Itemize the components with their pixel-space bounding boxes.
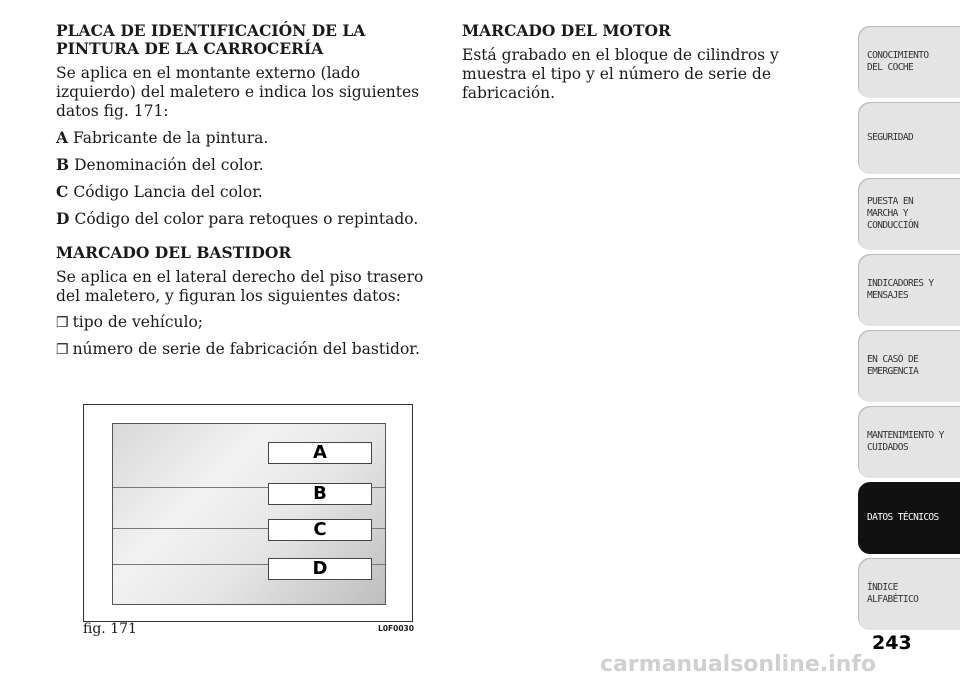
figure-code: L0F0030 (378, 624, 414, 633)
tab-mantenimiento-y-cuidados[interactable] (858, 406, 960, 478)
figure-caption: fig. 171 (83, 621, 137, 637)
item-label: B (56, 155, 70, 174)
heading-engine-marking: MARCADO DEL MOTOR (462, 21, 671, 40)
tab-en-caso-de-emergencia[interactable] (858, 330, 960, 402)
bullet-text: número de serie de fabricación del bastidor. (72, 340, 420, 358)
bullet-text: tipo de vehículo; (72, 313, 203, 331)
item-text: Código del color para retoques o repintado. (74, 210, 419, 228)
tab-label: EN CASO DE EMERGENCIA (867, 354, 919, 377)
heading-chassis-marking: MARCADO DEL BASTIDOR (56, 243, 292, 262)
figure-171 (83, 404, 413, 622)
list-item-b (56, 155, 436, 175)
item-label: A (56, 128, 69, 147)
plate-box-b: B (268, 483, 372, 505)
tab-indicadores-y-mensajes[interactable] (858, 254, 960, 326)
tab-puesta-en-marcha[interactable] (858, 178, 960, 250)
plate-box-a: A (268, 442, 372, 464)
watermark: carmanualsonline.info (600, 652, 876, 677)
tab-label: ÍNDICE ALFABÉTICO (867, 582, 919, 605)
bullet-item (56, 313, 436, 333)
tab-label: SEGURIDAD (867, 132, 914, 143)
right-column (462, 22, 842, 110)
left-column (56, 22, 436, 367)
paint-id-plate (112, 423, 386, 605)
tab-datos-tecnicos[interactable] (858, 482, 960, 554)
tab-label: CONOCIMIENTO DEL COCHE (867, 50, 929, 73)
plate-box-c: C (268, 519, 372, 541)
engine-marking-description: Está grabado en el bloque de cilindros y muestra el tipo y el número de serie de fabricación. (462, 46, 779, 102)
checkbox-bullet-icon: ❒ (56, 315, 69, 331)
tab-label: MANTENIMIENTO Y CUIDADOS (867, 430, 944, 453)
item-text: Código Lancia del color. (73, 183, 263, 201)
tab-seguridad[interactable] (858, 102, 960, 174)
tab-conocimiento-del-coche[interactable] (858, 26, 960, 98)
chassis-marking-description: Se aplica en el lateral derecho del piso trasero del maletero, y figuran los siguientes datos: (56, 268, 424, 305)
paint-plate-description: Se aplica en el montante externo (lado izquierdo) del maletero e indica los siguientes datos fig. 171: (56, 64, 420, 120)
heading-paint-plate: PLACA DE IDENTIFICACIÓN DE LA PINTURA DE LA CARROCERÍA (56, 21, 366, 58)
page-number: 243 (872, 632, 912, 654)
list-item-c (56, 182, 436, 202)
tab-indice-alfabetico[interactable] (858, 558, 960, 630)
tab-label: DATOS TÉCNICOS (867, 512, 939, 523)
list-item-a (56, 128, 436, 148)
plate-box-d: D (268, 558, 372, 580)
item-label: C (56, 182, 69, 201)
tab-label: PUESTA EN MARCHA Y CONDUCCIÓN (867, 196, 919, 231)
item-text: Fabricante de la pintura. (73, 129, 269, 147)
item-text: Denominación del color. (74, 156, 264, 174)
item-label: D (56, 209, 70, 228)
checkbox-bullet-icon: ❒ (56, 342, 69, 358)
tab-label: INDICADORES Y MENSAJES (867, 278, 934, 301)
bullet-item (56, 340, 436, 360)
list-item-d (56, 209, 436, 229)
